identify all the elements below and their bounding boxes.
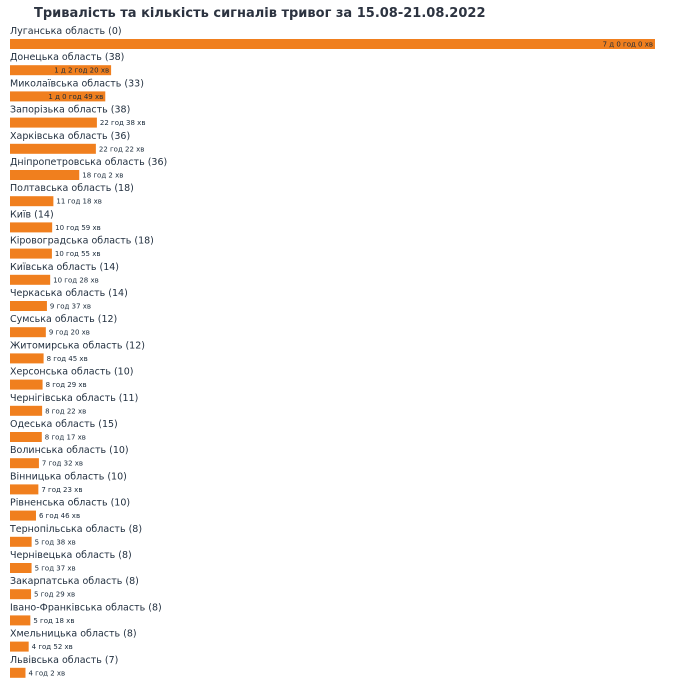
region-label: Київська область (14): [10, 261, 119, 273]
value-label: 5 год 37 хв: [34, 564, 76, 573]
value-label: 10 год 55 хв: [54, 250, 101, 259]
bar: [10, 537, 32, 547]
region-label: Житомирська область (12): [10, 340, 145, 352]
bar: [10, 380, 43, 390]
region-label: Херсонська область (10): [10, 366, 134, 378]
bar: [10, 668, 25, 678]
bar: [10, 249, 52, 259]
bar: [10, 222, 52, 232]
region-label: Тернопільська область (8): [10, 523, 143, 535]
bar: [10, 327, 46, 337]
value-label: 4 год 52 хв: [31, 643, 73, 652]
value-label: 4 год 2 хв: [28, 669, 66, 678]
region-label: Чернівецька область (8): [10, 550, 132, 561]
region-label: Вінницька область (10): [10, 471, 127, 483]
bar: [10, 563, 32, 573]
bar: [10, 511, 36, 521]
region-label: Рівненська область (10): [10, 497, 131, 509]
bar: [10, 432, 42, 442]
bar: [10, 39, 655, 49]
region-label: Чернігівська область (11): [10, 392, 139, 404]
value-label: 22 год 38 хв: [99, 119, 146, 128]
region-label: Харківська область (36): [10, 130, 131, 142]
bar: [10, 301, 47, 311]
bar: [10, 406, 42, 416]
value-label: 1 д 2 год 20 хв: [54, 66, 110, 75]
region-label: Івано-Франківська область (8): [10, 602, 162, 614]
bar: [10, 615, 30, 625]
region-label: Кіровоградська область (18): [10, 235, 154, 247]
bar: [10, 275, 50, 285]
region-label: Полтавська область (18): [10, 183, 134, 195]
region-label: Закарпатська область (8): [10, 576, 139, 588]
value-label: 1 д 0 год 49 хв: [48, 92, 104, 101]
value-label: 9 год 37 хв: [49, 302, 92, 311]
value-label: 8 год 17 хв: [44, 433, 86, 442]
region-label: Волинська область (10): [10, 445, 129, 457]
value-label: 5 год 18 хв: [33, 616, 75, 625]
region-label: Донецька область (38): [10, 52, 125, 64]
value-label: 18 год 2 хв: [82, 171, 124, 180]
value-label: 9 год 20 хв: [48, 328, 90, 337]
chart-title: Тривалість та кількість сигналів тривог за 15.08-21.08.2022: [34, 6, 486, 21]
value-label: 7 год 23 хв: [41, 485, 83, 494]
value-label: 10 год 59 хв: [55, 223, 101, 232]
bar: [10, 589, 31, 599]
region-label: Дніпропетровська область (36): [10, 157, 168, 168]
bar: [10, 484, 38, 494]
value-label: 7 д 0 год 0 хв: [602, 40, 653, 49]
region-label: Сумська область (12): [10, 314, 118, 326]
bar-chart: [0, 24, 690, 690]
value-label: 8 год 29 хв: [45, 381, 87, 390]
value-label: 22 год 22 хв: [98, 145, 145, 154]
value-label: 8 год 22 хв: [45, 407, 87, 416]
region-label: Миколаївська область (33): [10, 78, 144, 90]
region-label: Київ (14): [10, 209, 54, 221]
region-label: Запорізька область (38): [10, 104, 131, 116]
value-label: 11 год 18 хв: [56, 197, 102, 206]
bar: [10, 353, 44, 363]
bar: [10, 642, 29, 652]
value-label: 5 год 38 хв: [34, 538, 76, 547]
bar: [10, 118, 97, 128]
value-label: 8 год 45 хв: [46, 354, 88, 363]
bar: [10, 170, 79, 180]
value-label: 7 год 32 хв: [41, 459, 84, 468]
value-label: 10 год 28 хв: [53, 276, 99, 285]
region-label: Хмельницька область (8): [10, 628, 137, 640]
bar: [10, 458, 39, 468]
bar: [10, 144, 96, 154]
region-label: Луганська область (0): [10, 26, 122, 37]
region-label: Львівська область (7): [10, 654, 119, 666]
bar: [10, 196, 53, 206]
region-label: Одеська область (15): [10, 419, 118, 430]
region-label: Черкаська область (14): [10, 288, 128, 299]
value-label: 6 год 46 хв: [38, 512, 81, 521]
value-label: 5 год 29 хв: [34, 590, 76, 599]
